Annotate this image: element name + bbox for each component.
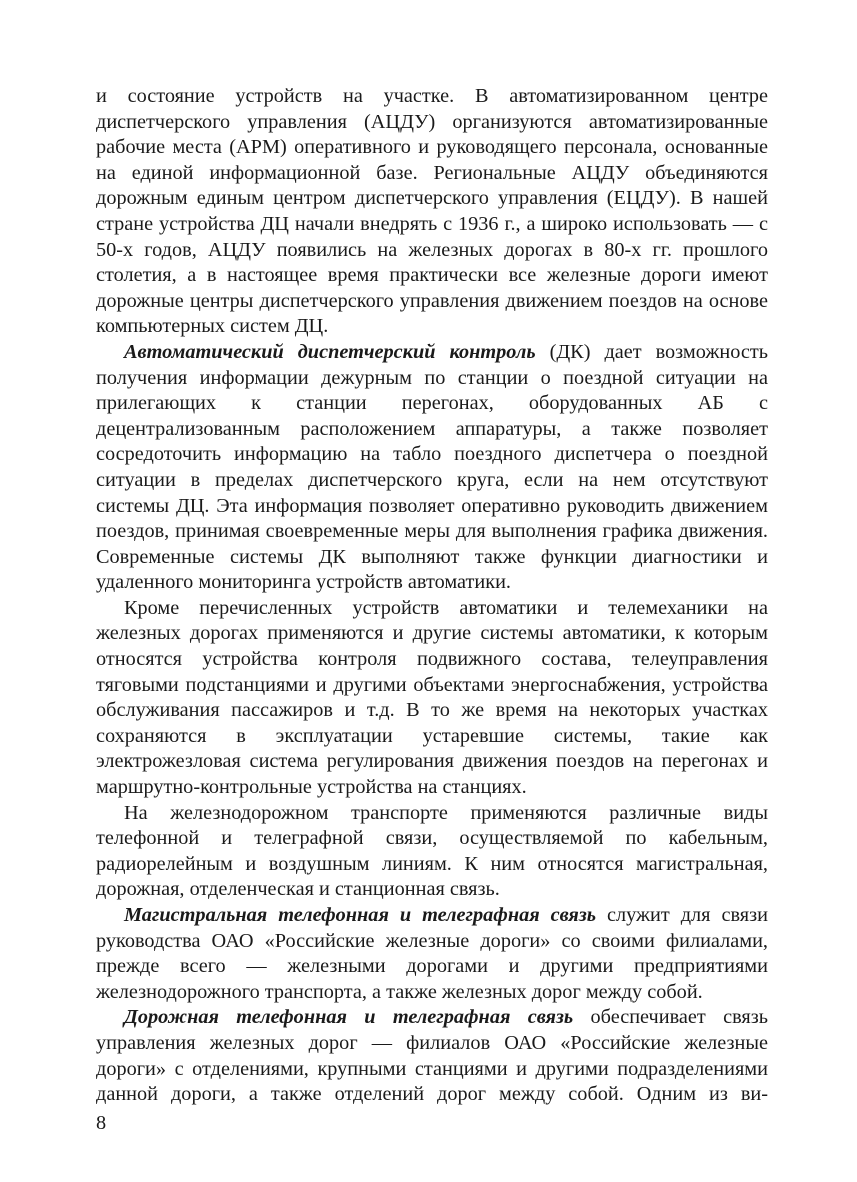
paragraph-5-text: служит для связи руководства ОАО «Российские железные дороги» со своими филиалами, прежде всего — железными дорогами и другими предприятиями железнодорожного транспорта, а также железных дорог между собой. [96,904,768,1003]
term-trunk-telephone-telegraph: Магистральная телефонная и телеграфная связь [124,904,597,926]
paragraph-2-text: (ДК) дает возможность получения информации дежурным по станции о поездной ситуации на прилегающих к станции перегонах, оборудованных АБ с децентрализованным расположением аппаратуры, а также позволяет сосредоточить информацию на табло поездного диспетчера о поездной ситуации в пределах диспетчерского круга, если на нем отсутствуют системы ДЦ. Эта информация позволяет оперативно руководить движением поездов, принимая своевременные меры для выполнения графика движения. Современные системы ДК выполняют также функции диагностики и удаленного мониторинга устройств автоматики. [96,340,768,594]
body-text [96,84,768,1108]
term-automatic-dispatch-control: Автоматический диспетчерский контроль [124,340,536,363]
paragraph-5 [96,903,768,1005]
paragraph-2 [96,340,768,596]
paragraph-1 [96,84,768,340]
term-road-telephone-telegraph: Дорожная телефонная и телеграфная связь [124,1006,574,1029]
paragraph-4 [96,801,768,903]
page-number: 8 [96,1112,107,1134]
paragraph-6 [96,1005,768,1107]
paragraph-3 [96,596,768,801]
paragraph-4-text: На железнодорожном транспорте применяются различные виды телефонной и телеграфной связи, осуществляемой по кабельным, радиорелейным и воздушным линиям. К ним относятся магистральная, дорожная, отделенческая и станционная связь. [96,801,768,901]
paragraph-6-text: обеспечивает связь управления железных дорог — филиалов ОАО «Российские железные дороги» с отделениями, крупными станциями и другими подразделениями данной дороги, а также отделений дорог между собой. Одним из ви- [96,1006,769,1106]
paragraph-1-text: и состояние устройств на участке. В автоматизированном центре диспетчерского управления (АЦДУ) организуются автоматизированные рабочие места (АРМ) оперативного и руководящего персонала, основанные на единой информационной базе. Региональные АЦДУ объединяются дорожным единым центром диспетчерского управления (ЕЦДУ). В нашей стране устройства ДЦ начали внедрять с 1936 г., а широко использовать — с 50-х годов, АЦДУ появились на железных дорогах в 80-х гг. прошлого столетия, а в настоящее время практически все железные дороги имеют дорожные центры диспетчерского управления движением поездов на основе компьютерных систем ДЦ. [96,85,768,338]
paragraph-3-text: Кроме перечисленных устройств автоматики и телемеханики на железных дорогах применяются и другие системы автоматики, к которым относятся устройства контроля подвижного состава, телеуправления тяговыми подстанциями и другими объектами энергоснабжения, устройства обслуживания пассажиров и т.д. В то же время на некоторых участках сохраняются в эксплуатации устаревшие системы, такие как электрожезловая система регулирования движения поездов на перегонах и маршрутно-контрольные устройства на станциях. [96,596,768,799]
